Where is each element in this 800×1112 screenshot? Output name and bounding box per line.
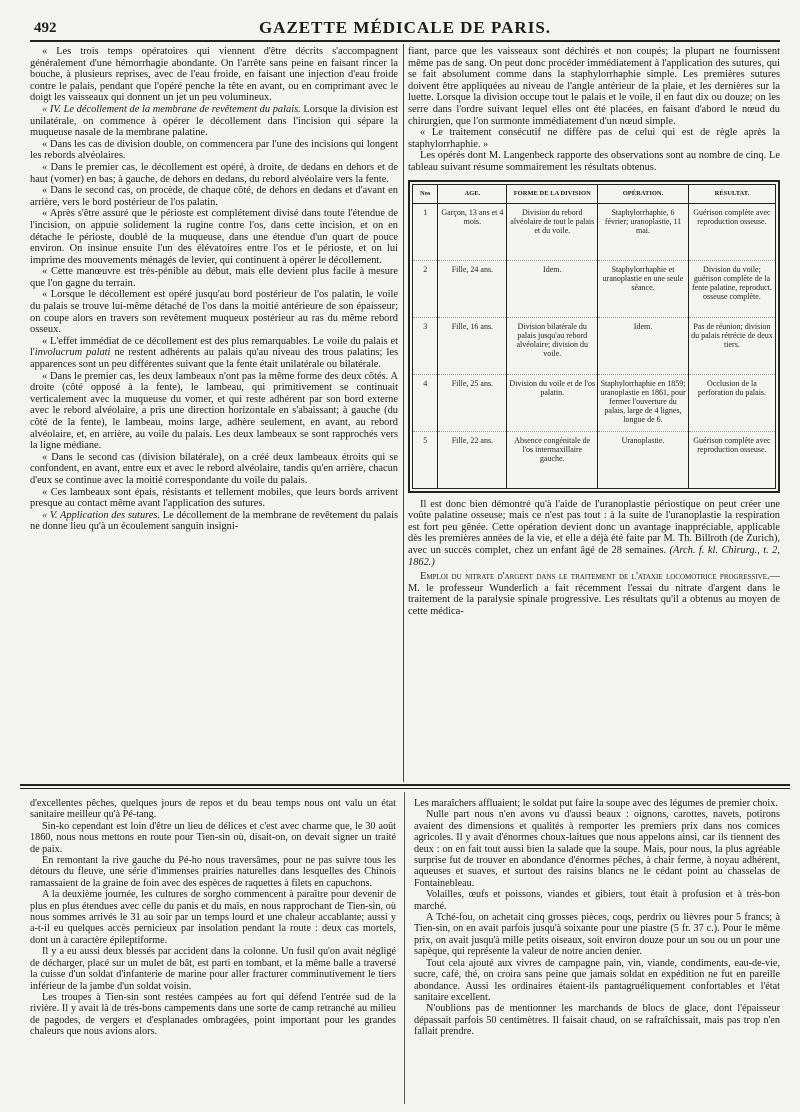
- paragraph: A Tché-fou, on achetait cinq grosses pièces, coqs, perdrix ou lièvres pour 5 francs; à Tien-sin, on en avait parfois jusqu'à soixante pour une piastre (5 fr. 37 c.). Pour le même prix, on avait jusqu'à mille petits oiseaux, soit environ douze pour un sou ou un pour une sapèque, qui représente la valeur de notre ancien denier.: [414, 912, 780, 958]
- table-cell: Fille, 25 ans.: [438, 374, 507, 431]
- table-cell: Staphylorrhaphie en 1859; uranoplastie en 1861, pour fermer l'ouverture du palais, large de 4 lignes, longue de 6.: [598, 374, 689, 431]
- table-row: [413, 203, 776, 260]
- table-cell: 4: [413, 374, 438, 431]
- paragraph: « Après s'être assuré que le périoste est complétement divisé dans toute l'étendue de l'incision, on appuie solidement la rugine contre l'os, dans cette incision, et on en détache le périoste, doublé de la muqueuse, dans une étendue d'un quart de pouce environ. On insinue ensuite l'un des élévatoires entre l'os et le périoste, et on lui imprime des mouvements ménagés de levier, qui continuent à opérer le décollement.: [30, 208, 398, 266]
- table-cell: Uranoplastie.: [598, 431, 689, 488]
- table-cell: Fille, 22 ans.: [438, 431, 507, 488]
- paragraph: A la deuxième journée, les cultures de sorgho commencent à paraître pour devenir de plus en plus étendues avec celle du panis et du maïs, en nous rapprochant de Tien-sin, où nous sommes arrivés le 31 au soir par un temps lourd et une chaleur accablante; aussi y a-t-il eu quelques accès pernicieux par insolation pendant la route : deux cas mortels, dont un à caractère épileptiforme.: [30, 889, 396, 946]
- column-header-age: AGE.: [438, 184, 507, 203]
- page-number: 492: [34, 20, 57, 36]
- column-divider: [403, 44, 404, 782]
- table-cell: Occlusion de la perforation du palais.: [688, 374, 775, 431]
- right-column-bottom: [414, 798, 780, 1104]
- paragraph: Tout cela ajouté aux vivres de campagne pain, vin, viande, condiments, eau-de-vie, sucre, café, thé, on croira sans peine que jamais soldat en expédition ne fut en pareille abondance. Aussi les ordinaires étaient-ils pantagruéliquement confortables et l'état sanitaire excellent.: [414, 957, 780, 1003]
- section-heading: Emploi du nitrate d'argent dans le traitement de l'ataxie locomotrice progressive.: [420, 571, 770, 583]
- table-row: [413, 431, 776, 488]
- paragraph: d'excellentes pêches, quelques jours de repos et du beau temps nous ont valu un état sanitaire meilleur qu'à Pé-tang.: [30, 798, 396, 821]
- table-cell: Guérison complète avec reproduction osseuse.: [688, 431, 775, 488]
- table-cell: Division du voile; guérison complète de la fente palatine, reproduct. osseuse complète.: [688, 260, 775, 317]
- table-cell: 3: [413, 317, 438, 374]
- latin-term: involucrum palati: [34, 347, 111, 359]
- paragraph-text: Le décollement de la membrane de revêtement du palais ne donne lieu qu'à un écoulement sanguin insigni-: [30, 509, 398, 533]
- table-cell: Division bilatérale du palais jusqu'au rebord alvéolaire; division du voile.: [507, 317, 598, 374]
- table-cell: Staphylorrhaphie et uranoplastie en une seule séance.: [598, 260, 689, 317]
- table-cell: Fille, 24 ans.: [438, 260, 507, 317]
- column-header-result: RÉSULTAT.: [688, 184, 775, 203]
- paragraph: Les opérés dont M. Langenbeck rapporte des observations sont au nombre de cinq. Le tableau suivant résume sommairement les résultats obtenus.: [408, 150, 780, 173]
- paragraph: Les maraîchers affluaient; le soldat put faire la soupe avec des légumes de premier choix.: [414, 798, 778, 809]
- paragraph: « Lorsque le décollement est opéré jusqu'au bord postérieur de l'os palatin, le voile du palais se trouve lui-même détaché de l'os dans la moitié antérieure de son épaisseur; on coupe alors en travers son revêtement muqueux postérieur au ras du même rebord osseux.: [30, 289, 398, 336]
- table-row: [413, 374, 776, 431]
- paragraph: « Dans les cas de division double, on commencera par l'une des incisions qui longent les rebords alvéolaires.: [30, 138, 398, 162]
- paragraph: Les troupes à Tien-sin sont restées campées au fort qui défend l'entrée sud de la rivière. Il y avait là de très-bons campements dans une sorte de camp retranché au milieu de pagodes, de vergers et d'esplanades ombragées, point important pour les grandes chaleurs que nous avions alors.: [30, 991, 396, 1038]
- paragraph-text: ne restent adhérents au palais qu'au niveau des trous palatins; les apparences sont un peu différentes suivant que la fente était unilatérale ou bilatérale.: [30, 347, 398, 371]
- column-header-division: FORME DE LA DIVISION: [507, 184, 598, 203]
- column-header-operation: OPÉRATION.: [598, 184, 689, 203]
- paragraph: « Le traitement consécutif ne diffère pas de celui qui est de règle après la staphylorrhaphie. »: [408, 127, 780, 150]
- paragraph: « Dans le premier cas, les deux lambeaux n'ont pas la même forme des deux côtés. A droite (côté opposé à la fente), le lambeau, qui primitivement se continuait verticalement avec la muqueuse du vomer, et qui reste adhérent par son bord externe avec le rebord alvéolaire, a pris une direction horizontale en s'abaissant; à gauche (du côté de la fente), le lambeau, moins large, adhère seulement, en avant, au rebord alvéolaire, et, en arrière, au voile du palais. Les deux lambeaux se sont rapprochés vers la ligne médiane.: [30, 370, 398, 452]
- table-row: [413, 317, 776, 374]
- section-divider: [20, 784, 790, 786]
- paragraph: [408, 571, 780, 617]
- right-column-top: [408, 46, 780, 780]
- table-cell: Staphylorrhaphie, 6 février; uranoplastie, 11 mai.: [598, 203, 689, 260]
- paragraph: « Les trois temps opératoires qui viennent d'être décrits s'accompagnent généralement d'une hémorrhagie abondante. On l'arrête sans peine en faisant rincer la bouche, à plusieurs reprises, avec de l'eau froide, en faisant une injection d'eau froide contre le palais, pendant que l'opéré penche la tête en avant, ou en comprimant avec le doigt les vaisseaux qui donnent un jet un peu volumineux.: [30, 46, 398, 104]
- paragraph: En remontant la rive gauche du Pé-ho nous traversâmes, pour ne pas suivre tous les détours du fleuve, une série d'immenses prairies naturelles dans lesquelles des Chinois ramassaient de la graine de foin avec des espèces de raquettes à filets en capuchons.: [30, 855, 396, 889]
- paragraph: « Dans le premier cas, le décollement est opéré, à droite, de dedans en dehors et de haut (vomer) en bas; à gauche, de dehors en dedans, du rebord alvéolaire vers la fente.: [30, 161, 398, 185]
- paragraph: Il y a eu aussi deux blessés par accident dans la colonne. Un fusil qu'on avait négligé de décharger, placé sur un mulet de bât, est parti en tombant, et la même balle a traversé la cuisse d'un soldat d'infanterie de marine pour aller fracturer comminutivement le tiers inférieur de la jambe d'un soldat voisin.: [30, 946, 396, 992]
- table-cell: Division du voile et de l'os palatin.: [507, 374, 598, 431]
- paragraph-text: Il est donc bien démontré qu'à l'aide de l'uranoplastie périostique on peut créer une voûte palatine osseuse; mais ce n'est pas tout : à la suite de l'uranoplastie la respiration est fort peu gênée. Cette opération devient donc un avantage inappréciable, applicable dès les premières années de la vie, et elle a déjà été faite par M. Th. Billroth (de Zurich), avec un succès complet, chez un enfant âgé de 28 semaines.: [408, 498, 780, 556]
- paragraph: fiant, parce que les vaisseaux sont déchirés et non coupés; la plupart ne fournissent même pas de sang. On peut donc procéder immédiatement à l'application des sutures, qui se fait absolument comme dans la staphylorrhaphie simple. Les premières sutures doivent être appliquées au niveau de l'angle antérieur de la plaie, et les dernières sur la luette. Lorsque la division occupe tout le palais et le voile, il en faut dix ou douze; on les serre dans l'ordre suivant lequel elles ont été placées, en faisant d'abord le nœud du chirurgien, que l'on surmonte immédiatement d'un nœud simple.: [408, 46, 780, 127]
- table-cell: Garçon, 13 ans et 4 mois.: [438, 203, 507, 260]
- left-column-bottom: [30, 798, 396, 1104]
- table-cell: 1: [413, 203, 438, 260]
- table-cell: Idem.: [507, 260, 598, 317]
- paragraph: Volailles, œufs et poissons, viandes et gibiers, tout était à profusion et à très-bon marché.: [414, 889, 780, 912]
- paragraph: [408, 499, 780, 569]
- paragraph: [30, 336, 398, 371]
- paragraph: « Dans le second cas, on procède, de chaque côté, de dehors en dedans et d'avant en arrière, vers le bord postérieur de l'os palatin.: [30, 185, 398, 208]
- table-cell: 2: [413, 260, 438, 317]
- paragraph: [30, 104, 398, 139]
- paragraph: N'oublions pas de mentionner les marchands de blocs de glace, dont l'épaisseur dépassait parfois 50 centimètres. Il faisait chaud, on se rafraîchissait, mais pas trop n'en fallait prendre.: [414, 1003, 780, 1038]
- table-row: [413, 260, 776, 317]
- journal-title: GAZETTE MÉDICALE DE PARIS.: [258, 18, 552, 37]
- table-cell: Absence congénitale de l'os intermaxillaire gauche.: [507, 431, 598, 488]
- column-header-number: Nos: [413, 184, 438, 203]
- table-header-row: [413, 184, 776, 203]
- table-cell: 5: [413, 431, 438, 488]
- column-divider: [404, 792, 405, 1104]
- section-divider: [20, 788, 790, 789]
- paragraph: [30, 510, 398, 533]
- paragraph-text: —M. le professeur Wunderlich a fait récemment l'essai du nitrate d'argent dans le traitement de la paralysie spinale progressive. Les résultats qu'il a obtenus au moyen de cette médica-: [408, 571, 780, 617]
- table-cell: Pas de réunion; division du palais rétrécie de deux tiers.: [688, 317, 775, 374]
- paragraph-text: « L'effet immédiat de ce décollement est des plus remarquables. Le voile du palais et l': [30, 335, 398, 359]
- table-cell: Idem.: [598, 317, 689, 374]
- paragraph: Nulle part nous n'en avons vu d'aussi beaux : oignons, carottes, navets, potirons avaient des dimensions et qualités à remporter les premiers prix dans nos comices agricoles. Il y avait d'énormes choux-laitues que nous appelons ainsi, car ils tiennent des deux : on en fait tout aussi bien la salade que la soupe. Mais, pour nous, la plus agréable surprise fut de trouver en abondance d'énormes pêches, à chair ferme, à noyau adhérent, aqueuses et suaves, et surtout des raisins blancs ne le cédant point au chasselas de Fontainebleau.: [414, 809, 780, 889]
- paragraph-text: Lorsque la division est unilatérale, on commence à opérer le décollement dans l'incision qui sépare la muqueuse nasale de la membrane palatine.: [30, 103, 398, 139]
- left-column-top: [30, 46, 398, 780]
- page-header: [30, 14, 780, 42]
- paragraph: « Ces lambeaux sont épais, résistants et tellement mobiles, que leurs bords arrivent presque au contact même avant l'application des sutures.: [30, 486, 398, 510]
- paragraph: Sin-ko cependant est loin d'être un lieu de délices et c'est avec charme que, le 30 août 1860, nous nous mettons en route pour Tien-sin où, disait-on, on devait signer un traité de paix.: [30, 820, 396, 855]
- section-heading: « V. Application des sutures.: [42, 509, 161, 521]
- paragraph: « Dans le second cas (division bilatérale), on a créé deux lambeaux étroits qui se confondent, en avant, entre eux et avec le rebord alvéolaire, tandis qu'en arrière, chacun d'eux se continue avec la moitié correspondante du voile du palais.: [30, 451, 398, 486]
- table-cell: Fille, 16 ans.: [438, 317, 507, 374]
- results-table: [408, 180, 780, 493]
- paragraph: « Cette manœuvre est très-pénible au début, mais elle devient plus facile à mesure que l'on gagne du terrain.: [30, 266, 398, 289]
- section-heading: « IV. Le décollement de la membrane de revêtement du palais.: [42, 103, 301, 115]
- table-cell: Guérison complète avec reproduction osseuse.: [688, 203, 775, 260]
- reference: (Arch. f. kl. Chirurg., t. 2, 1862.): [408, 544, 780, 568]
- table-cell: Division du rebord alvéolaire de tout le palais et du voile.: [507, 203, 598, 260]
